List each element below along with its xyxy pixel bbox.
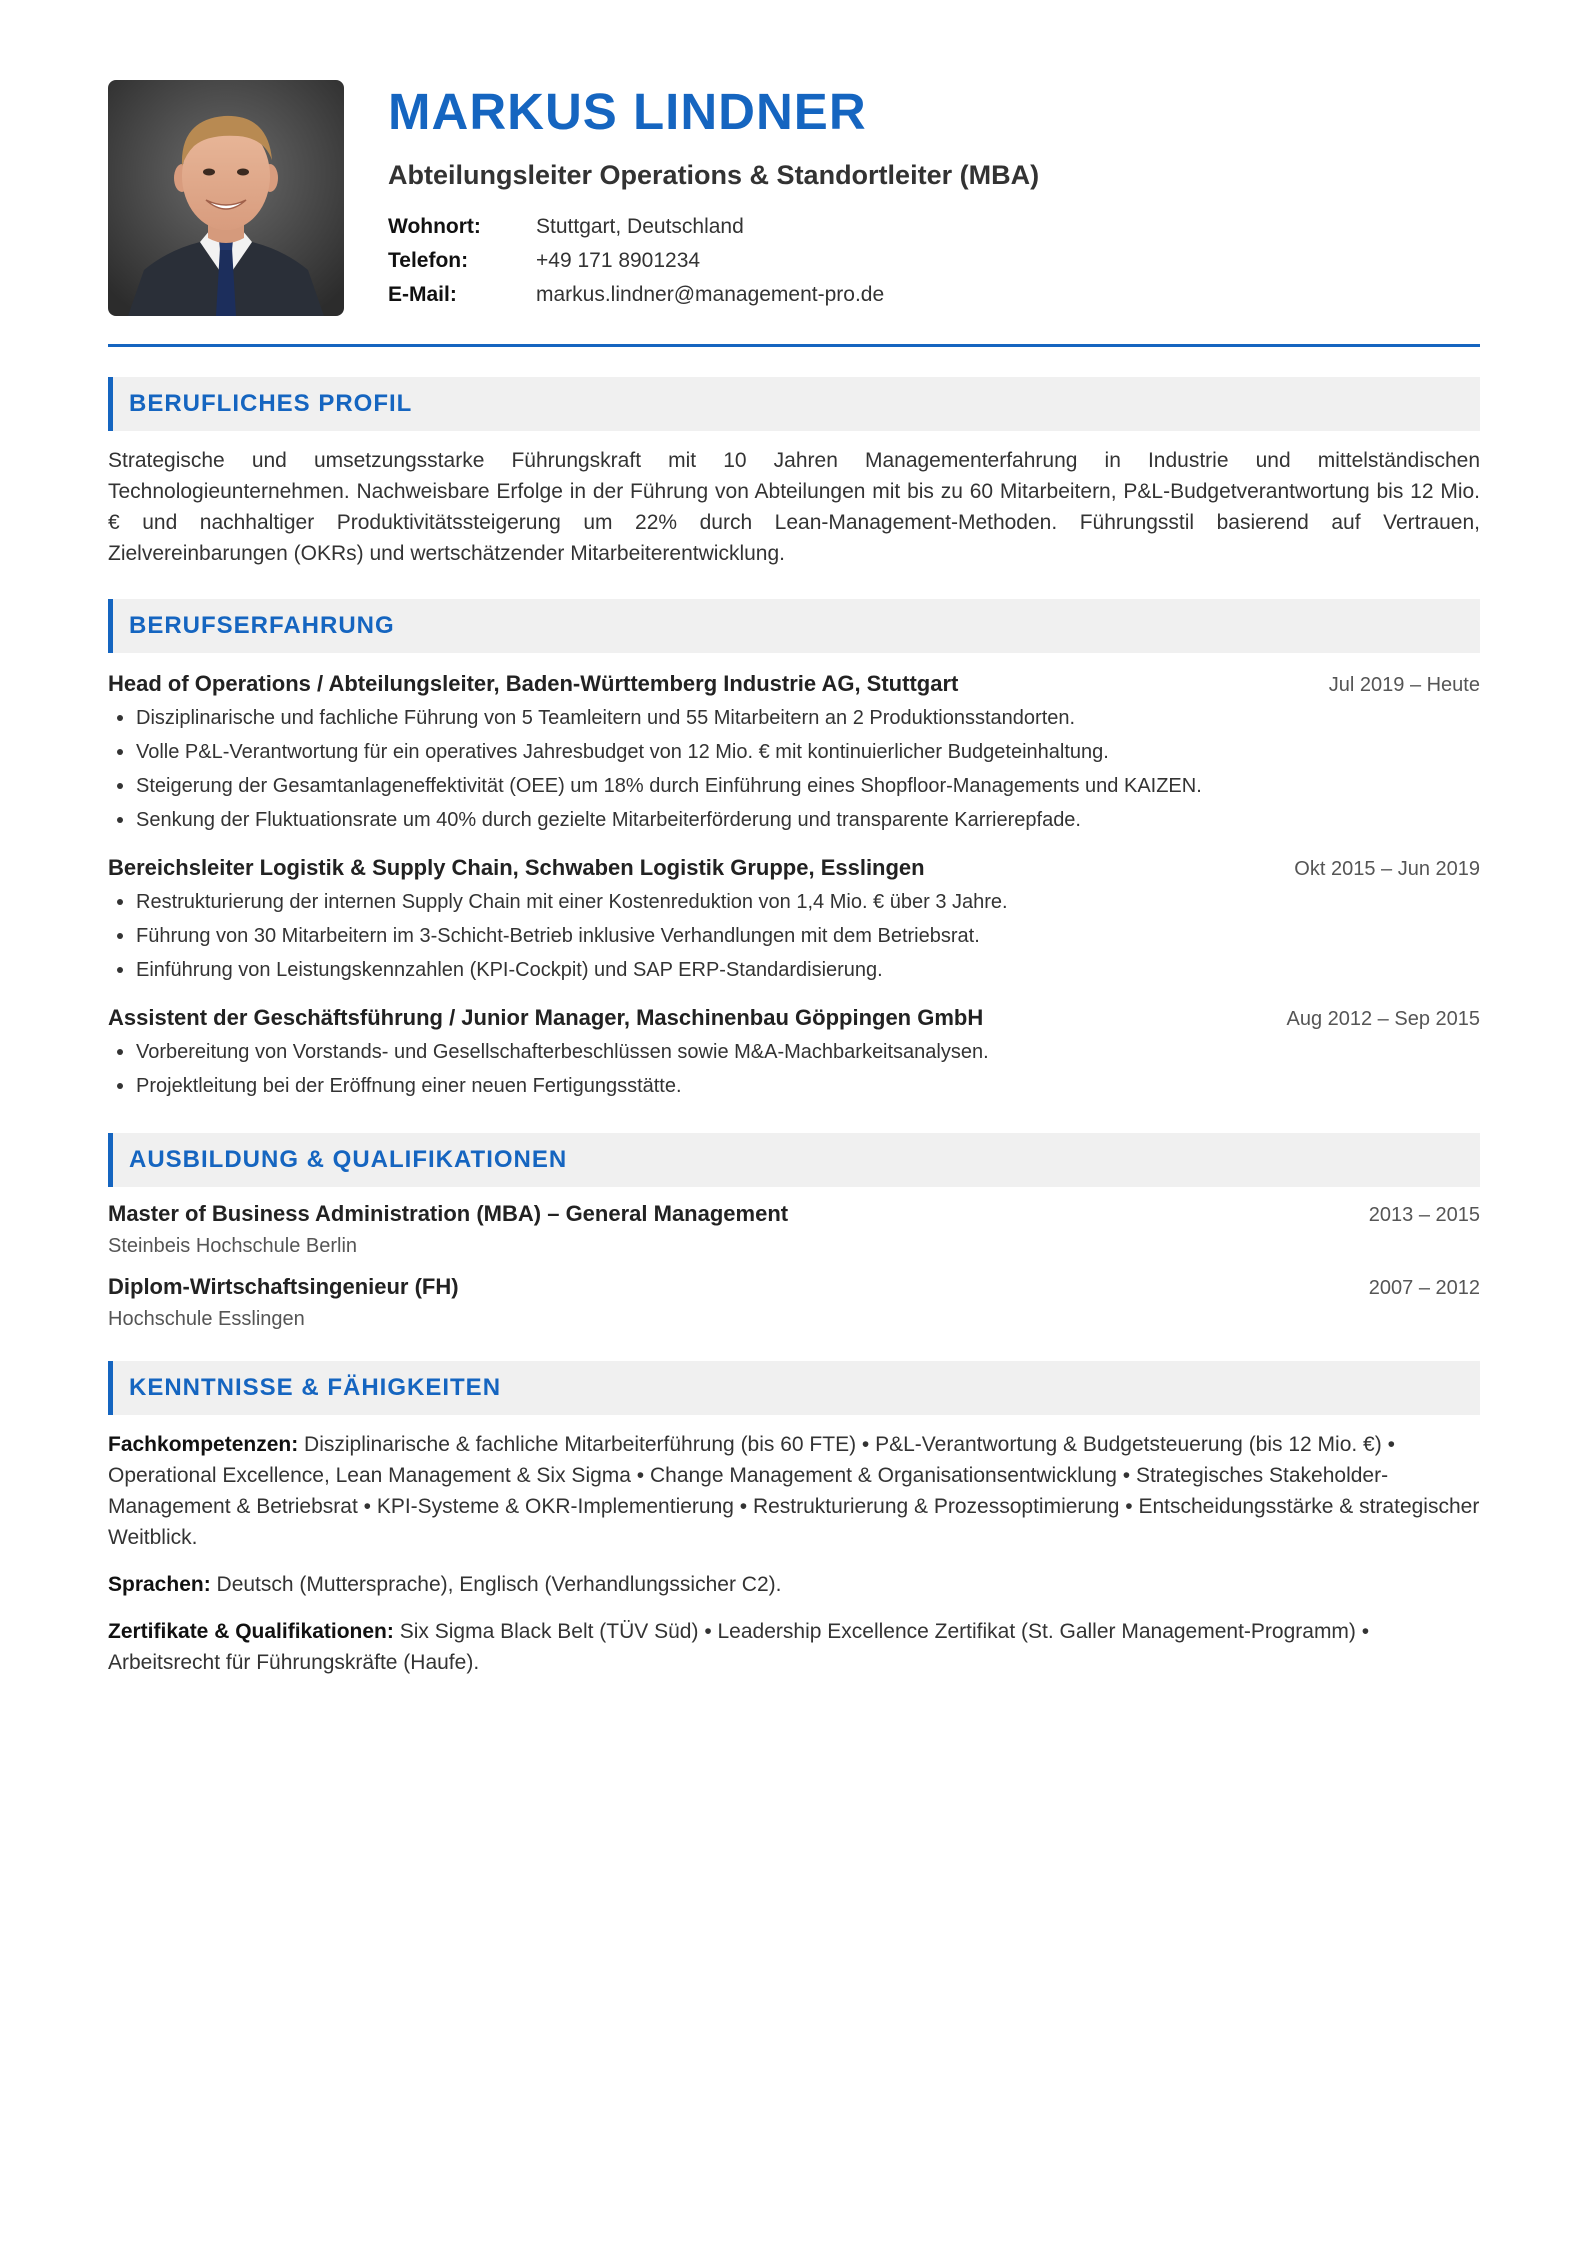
skills-paragraph-languages [108, 1569, 1480, 1600]
candidate-name: MARKUS LINDNER [388, 83, 867, 140]
contact-label-location: Wohnort: [388, 215, 481, 239]
education-date: 2007 – 2012 [1368, 1277, 1480, 1299]
school-name: Steinbeis Hochschule Berlin [108, 1235, 358, 1257]
candidate-headline: Abteilungsleiter Operations & Standortleiter (MBA) [388, 160, 1040, 190]
job-title: Head of Operations / Abteilungsleiter, Baden-Württemberg Industrie AG, Stuttgart [108, 671, 959, 696]
school-name: Hochschule Esslingen [108, 1308, 305, 1330]
job-title: Bereichsleiter Logistik & Supply Chain, Schwaben Logistik Gruppe, Esslingen [108, 855, 925, 880]
job-achievements [108, 1035, 1480, 1103]
list-item: Restrukturierung der internen Supply Chain mit einer Kostenreduktion von 1,4 Mio. € über 3 Jahre. [136, 885, 1480, 919]
education-date: 2013 – 2015 [1368, 1204, 1480, 1226]
job-date: Okt 2015 – Jun 2019 [1294, 858, 1480, 880]
skills-label: Fachkompetenzen: [108, 1433, 299, 1456]
job-header [108, 855, 1480, 881]
section-title: BERUFLICHES PROFIL [129, 390, 413, 417]
job-title: Assistent der Geschäftsführung / Junior Manager, Maschinenbau Göppingen GmbH [108, 1005, 984, 1030]
section-heading-experience [108, 599, 1480, 653]
profile-photo [108, 80, 344, 316]
skills-text: Six Sigma Black Belt (TÜV Süd) • Leadership Excellence Zertifikat (St. Galler Management-Programm) • Arbeitsrecht für Führungskräfte (Haufe). [108, 1620, 1370, 1674]
education-entry [108, 1274, 1480, 1331]
list-item: Führung von 30 Mitarbeitern im 3-Schicht-Betrieb inklusive Verhandlungen mit dem Betriebsrat. [136, 919, 1480, 953]
contact-value-phone: +49 171 8901234 [536, 249, 701, 273]
contact-value-email: markus.lindner@management-pro.de [536, 283, 885, 307]
skills-list [108, 1429, 1480, 1678]
contact-value-location: Stuttgart, Deutschland [536, 215, 744, 239]
section-title: BERUFSERFAHRUNG [129, 612, 395, 639]
list-item: Senkung der Fluktuationsrate um 40% durch gezielte Mitarbeiterförderung und transparente Karrierepfade. [136, 803, 1480, 837]
skills-paragraph-competencies [108, 1429, 1480, 1553]
education-header [108, 1201, 1480, 1227]
header-info [388, 80, 1039, 309]
job-date: Jul 2019 – Heute [1328, 674, 1480, 696]
job-entry [108, 1005, 1480, 1103]
section-title: AUSBILDUNG & QUALIFIKATIONEN [129, 1146, 568, 1173]
job-achievements [108, 701, 1480, 837]
contact-details [388, 213, 1039, 309]
portrait-image [108, 80, 344, 316]
list-item: Disziplinarische und fachliche Führung von 5 Teamleitern und 55 Mitarbeitern an 2 Produktionsstandorten. [136, 701, 1480, 735]
degree-title: Master of Business Administration (MBA) – General Management [108, 1201, 789, 1226]
list-item: Vorbereitung von Vorstands- und Gesellschafterbeschlüssen sowie M&A-Machbarkeitsanalysen. [136, 1035, 1480, 1069]
job-header [108, 1005, 1480, 1031]
section-heading-education [108, 1133, 1480, 1187]
job-date: Aug 2012 – Sep 2015 [1286, 1008, 1480, 1030]
section-heading-profile [108, 377, 1480, 431]
list-item: Einführung von Leistungskennzahlen (KPI-Cockpit) und SAP ERP-Standardisierung. [136, 953, 1480, 987]
job-header [108, 671, 1480, 697]
contact-label-email: E-Mail: [388, 283, 457, 307]
skills-label: Sprachen: [108, 1573, 211, 1596]
contact-label-phone: Telefon: [388, 249, 469, 273]
job-achievements [108, 885, 1480, 987]
list-item: Projektleitung bei der Eröffnung einer neuen Fertigungsstätte. [136, 1069, 1480, 1103]
skills-label: Zertifikate & Qualifikationen: [108, 1620, 394, 1643]
education-entry [108, 1201, 1480, 1258]
resume-header [108, 80, 1480, 316]
section-title: KENNTNISSE & FÄHIGKEITEN [129, 1374, 502, 1401]
list-item: Steigerung der Gesamtanlageneffektivität (OEE) um 18% durch Einführung eines Shopfloor-Managements und KAIZEN. [136, 769, 1480, 803]
job-entry [108, 855, 1480, 987]
skills-paragraph-certificates [108, 1616, 1480, 1678]
header-divider [108, 344, 1480, 347]
degree-title: Diplom-Wirtschaftsingenieur (FH) [108, 1274, 459, 1299]
skills-text: Disziplinarische & fachliche Mitarbeiterführung (bis 60 FTE) • P&L-Verantwortung & Budgetsteuerung (bis 12 Mio. €) • Operational Excellence, Lean Management & Six Sigma • Change Management & Organisationsentwicklung • Strategisches Stakeholder-Management & Betriebsrat • KPI-Systeme & OKR-Implementierung • Restrukturierung & Prozessoptimierung • Entscheidungsstärke & strategischer Weitblick. [108, 1433, 1480, 1549]
profile-summary: Strategische und umsetzungsstarke Führungskraft mit 10 Jahren Managementerfahrung in Industrie und mittelständischen Technologieunternehmen. Nachweisbare Erfolge in der Führung von Abteilungen mit bis zu 60 Mitarbeitern, P&L-Budgetverantwortung bis 12 Mio. € und nachhaltiger Produktivitätssteigerung um 22% durch Lean-Management-Methoden. Führungsstil basierend auf Vertrauen, Zielvereinbarungen (OKRs) und wertschätzender Mitarbeiterentwicklung. [108, 449, 1480, 565]
section-heading-skills [108, 1361, 1480, 1415]
education-header [108, 1274, 1480, 1300]
list-item: Volle P&L-Verantwortung für ein operatives Jahresbudget von 12 Mio. € mit kontinuierlicher Budgeteinhaltung. [136, 735, 1480, 769]
skills-text: Deutsch (Muttersprache), Englisch (Verhandlungssicher C2). [210, 1573, 782, 1596]
job-entry [108, 671, 1480, 837]
